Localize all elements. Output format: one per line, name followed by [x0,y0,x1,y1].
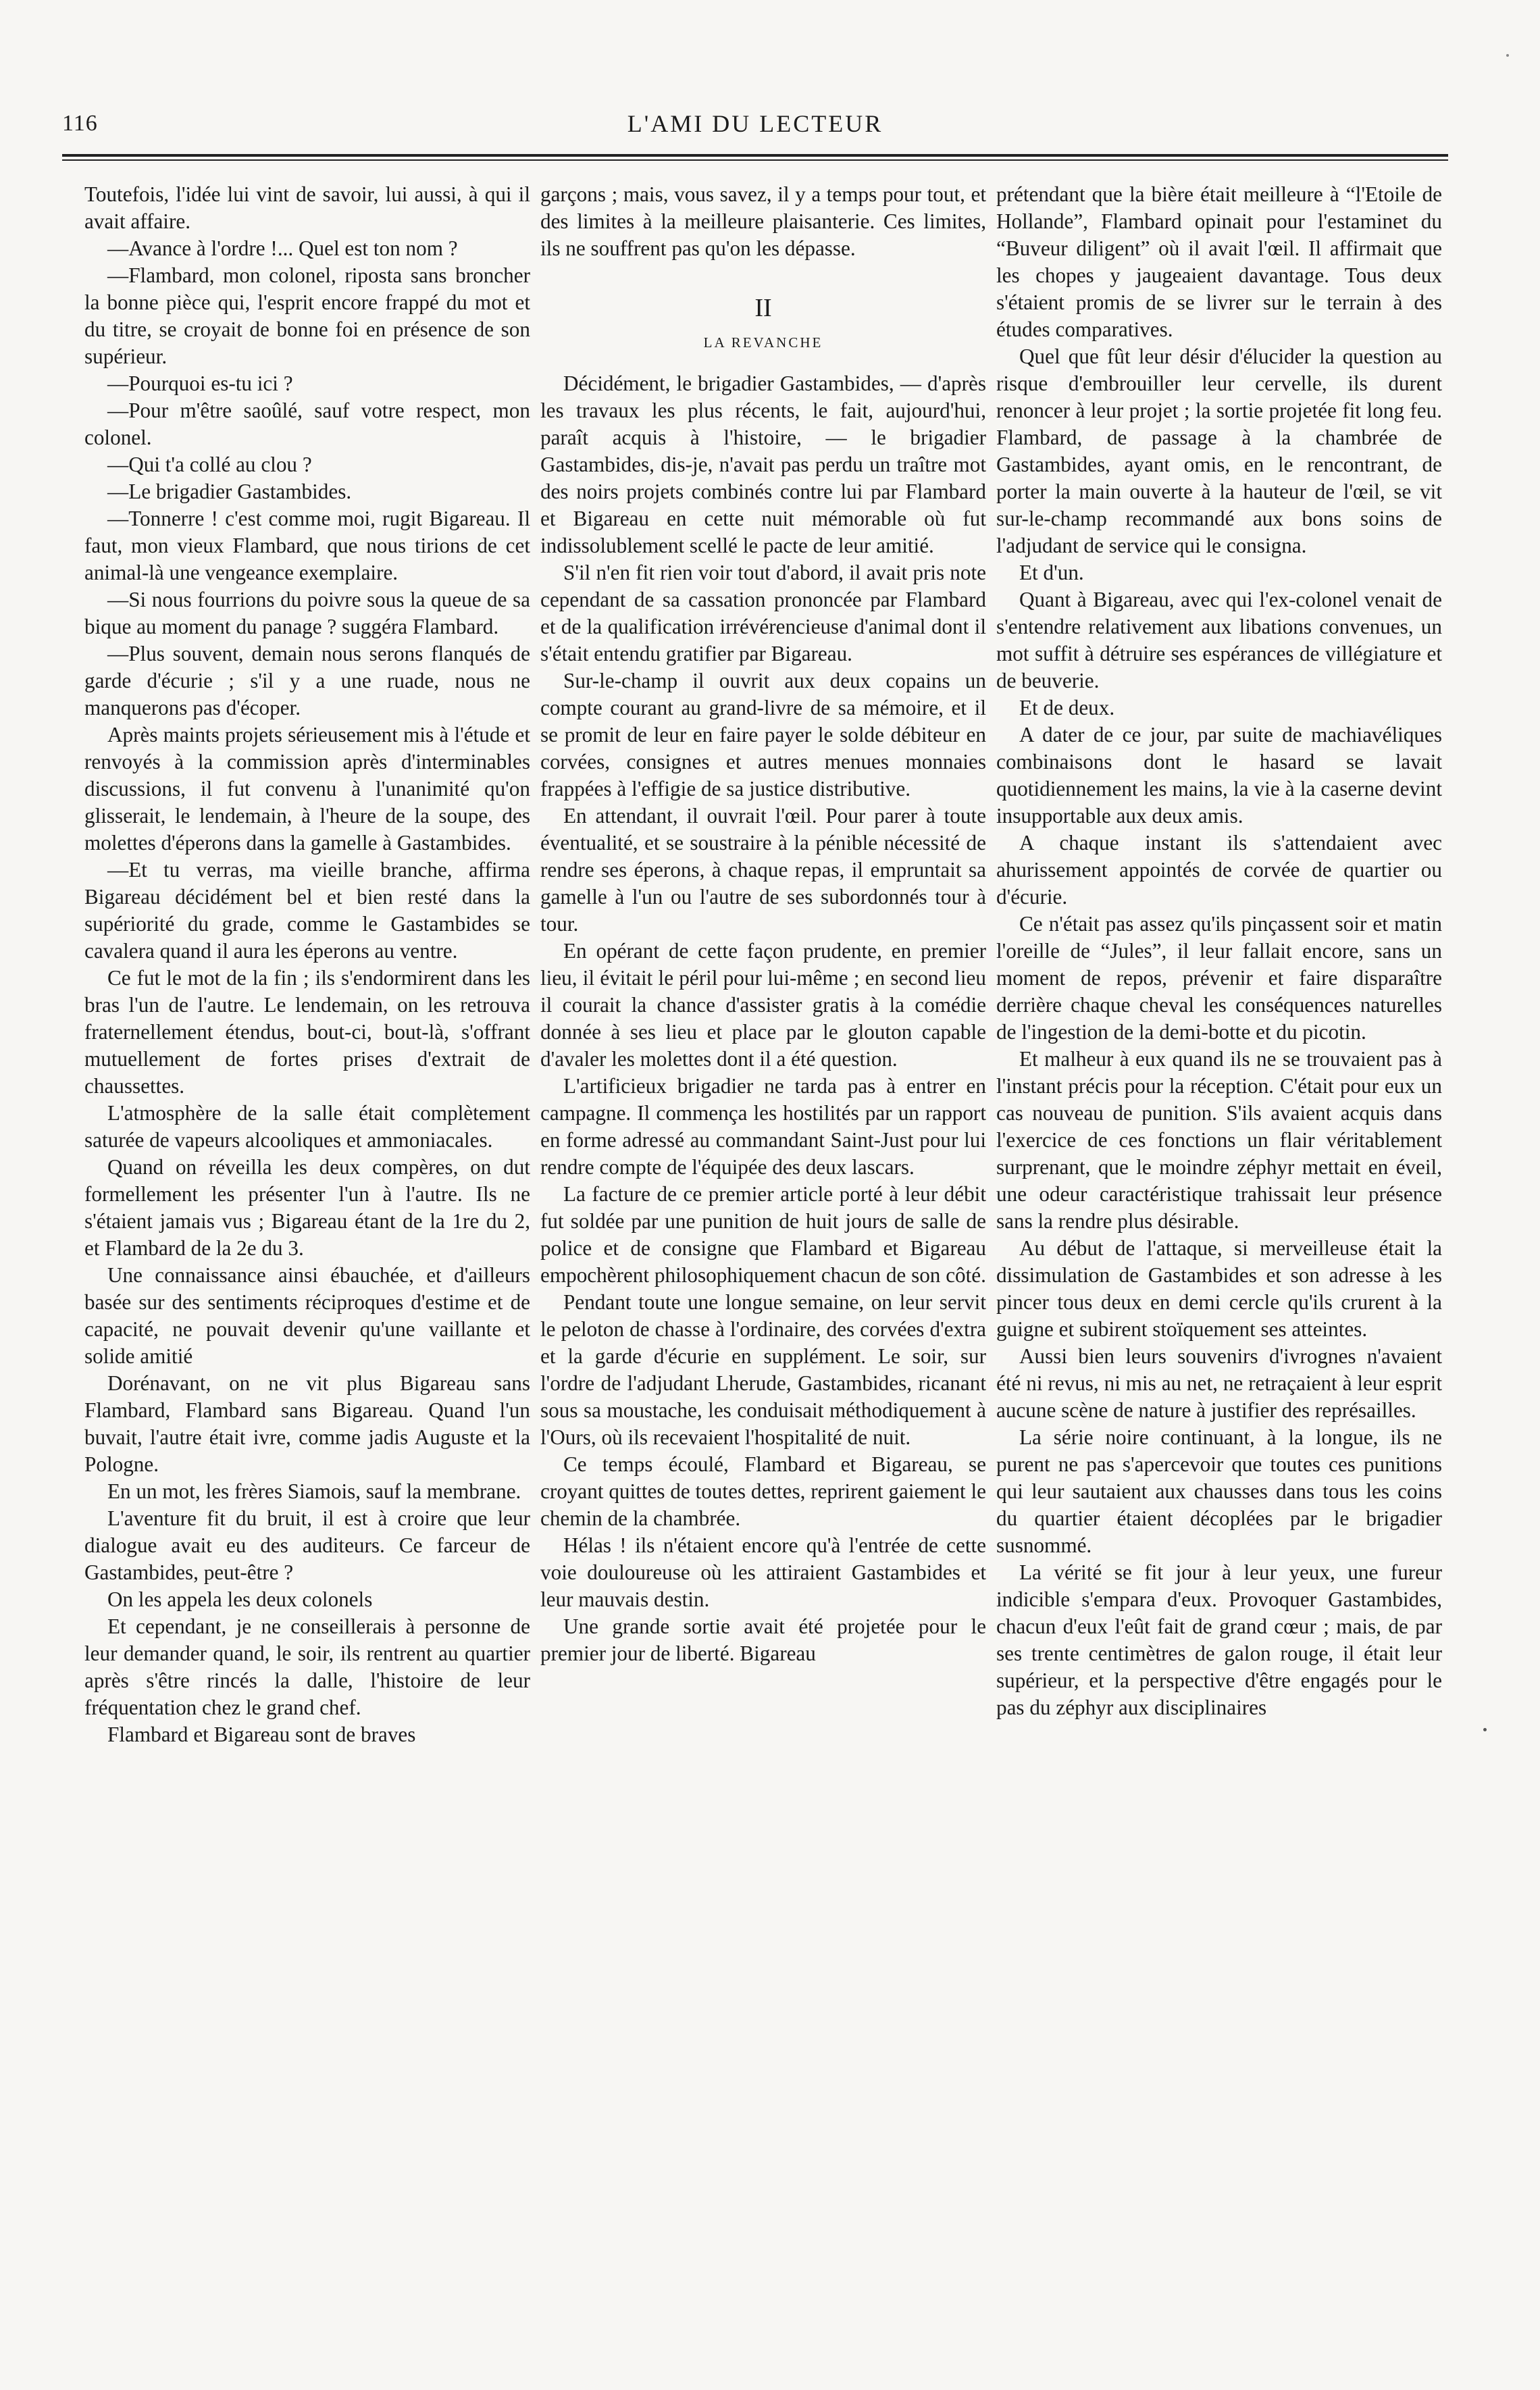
paragraph: Dorénavant, on ne vit plus Bigareau sans Flambard, Flambard sans Bigareau. Quand l'un buvait, l'autre était ivre, comme jadis Auguste et la Pologne. [84,1371,530,1476]
section-number: II [754,294,772,322]
header-rule-thick [62,154,1448,157]
paragraph: —Pour m'être saoûlé, sauf votre respect, mon colonel. [84,399,530,449]
paragraph: Ce temps écoulé, Flambard et Bigareau, se croyant quittes de toutes dettes, reprirent gaiement le chemin de la chambrée. [540,1452,986,1530]
paragraph: En un mot, les frères Siamois, sauf la membrane. [107,1479,521,1503]
corner-mark [1506,54,1509,57]
paragraph: Sur-le-champ il ouvrit aux deux copains un compte courant au grand-livre de sa mémoire, et il se promit de leur en faire payer le solde débiteur en corvées, consignes et autres menues monnaies frappées à l'effigie de sa justice distributive. [540,669,986,800]
paragraph: —Plus souvent, demain nous serons flanqués de garde d'écurie ; s'il y a une ruade, nous ne manquerons pas d'écoper. [84,642,530,719]
paragraph: Quel que fût leur désir d'élucider la question au risque d'embrouiller leur cervelle, ils durent renoncer à leur projet ; la sortie projetée fit long feu. Flambard, de passage à la chambrée de Gastambides, ayant omis, en le rencontrant, de porter la main ouverte à la hauteur de l'œil, se vit sur-le-champ recommandé aux bons soins de l'adjudant de service qui le consigna. [996,345,1442,557]
text-column-2 [540,181,986,2329]
paragraph: Ce fut le mot de la fin ; ils s'endormirent dans les bras l'un de l'autre. Le lendemain, on les retrouva fraternellement étendus, bout-ci, bout-là, s'offrant mutuellement de fortes prises d'extrait de chaussettes. [84,966,530,1098]
paragraph: Hélas ! ils n'étaient encore qu'à l'entrée de cette voie douloureuse où les attiraient Gastambides et leur mauvais destin. [540,1533,986,1611]
paragraph: La vérité se fit jour à leur yeux, une fureur indicible s'empara d'eux. Provoquer Gastambides, chacun d'eux l'eût fait de grand cœur ; mais, de par ses trente centimètres de galon rouge, il était leur supérieur, et la perspective d'être engagés pour le pas du zéphyr aux disciplinaires [996,1560,1442,1719]
paragraph: —Et tu verras, ma vieille branche, affirma Bigareau décidément bel et bien resté dans la supériorité du grade, comme le Gastambides se cavalera quand il aura les éperons au ventre. [84,858,530,963]
paragraph: L'artificieux brigadier ne tarda pas à entrer en campagne. Il commença les hostilités par un rapport en forme adressé au commandant Saint-Just pour lui rendre compte de l'équipée des deux lascars. [540,1074,986,1179]
paragraph: Décidément, le brigadier Gastambides, — d'après les travaux les plus récents, le fait, aujourd'hui, paraît acquis à l'histoire, — le brigadier Gastambides, dis-je, n'avait pas perdu un traître mot des noirs projets combinés contre lui par Flambard et Bigareau en cette nuit mémorable où fut indissolublement scellé le pacte de leur amitié. [540,372,986,557]
paragraph: —Qui t'a collé au clou ? [107,453,312,476]
paragraph: —Pourquoi es-tu ici ? [107,372,293,395]
paragraph: Quand on réveilla les deux compères, on dut formellement les présenter l'un à l'autre. Ils ne s'étaient jamais vus ; Bigareau étant de la 1re du 2, et Flambard de la 2e du 3. [84,1155,530,1260]
paragraph: Et de deux. [1019,696,1115,719]
paragraph: —Si nous fourrions du poivre sous la queue de sa bique au moment du panage ? suggéra Flambard. [84,588,530,638]
page-header [62,103,1448,143]
section-title: LA REVANCHE [703,334,823,351]
paragraph: Ce n'était pas assez qu'ils pinçassent soir et matin l'oreille de “Jules”, il leur fallait encore, sans un moment de repos, prévenir et faire disparaître derrière chaque cheval les conséquences naturelles de l'ingestion de la demi-botte et du picotin. [996,912,1442,1044]
paragraph: prétendant que la bière était meilleure à “l'Etoile de Hollande”, Flambard opinait pour l'estaminet du “Buveur diligent” où il avait l'œil. Il affirmait que les chopes y jaugeaient davantage. Tous deux s'étaient promis de se livrer sur le terrain à des études comparatives. [996,182,1442,341]
text-column-1 [84,181,530,2329]
paragraph: Et d'un. [1019,561,1084,584]
paragraph: A dater de ce jour, par suite de machiavéliques combinaisons dont le hasard se lavait quotidiennement les mains, la vie à la caserne devint insupportable aux deux amis. [996,723,1442,828]
header-rule-thin [62,159,1448,161]
paragraph: Aussi bien leurs souvenirs d'ivrognes n'avaient été ni revus, ni mis au net, ne retraçaient à leur esprit aucune scène de nature à justifier des représailles. [996,1344,1442,1422]
paragraph: Et malheur à eux quand ils ne se trouvaient pas à l'instant précis pour la réception. C'était pour eux un cas nouveau de punition. S'ils avaient acquis dans l'exercice de ces fonctions un flair véritablement surprenant, que le moindre zéphyr mettait en éveil, une odeur caractéristique trahissait leur présence sans la rendre plus désirable. [996,1047,1442,1233]
paragraph: La série noire continuant, à la longue, ils ne purent ne pas s'apercevoir que toutes ces punitions qui leur sautaient aux chausses dans tous les coins du quartier étaient décoplées par le brigadier susnommé. [996,1425,1442,1557]
running-title: L'AMI DU LECTEUR [627,110,883,137]
paragraph: A chaque instant ils s'attendaient avec ahurissement appointés de corvée de quartier ou d'écurie. [996,831,1442,909]
paragraph: Après maints projets sérieusement mis à l'étude et renvoyés à la commission après d'interminables discussions, il fut convenu à l'unanimité qu'on glisserait, le lendemain, à l'heure de la soupe, des molettes d'éperons dans la gamelle à Gastambides. [84,723,530,855]
paragraph: Quant à Bigareau, avec qui l'ex-colonel venait de s'entendre relativement aux libations convenues, un mot suffit à détruire ses espérances de villégiature et de beuverie. [996,588,1442,692]
paragraph: Flambard et Bigareau sont de braves [107,1723,416,1746]
paragraph: Au début de l'attaque, si merveilleuse était la dissimulation de Gastambides et son adresse à les pincer tous deux en demi cercle qu'ils crurent à la guigne et subirent stoïquement ses atteintes. [996,1236,1442,1341]
paragraph: Pendant toute une longue semaine, on leur servit le peloton de chasse à l'ordinaire, des corvées d'extra et la garde d'écurie en supplément. Le soir, sur l'ordre de l'adjudant Lherude, Gastambides, ricanant sous sa moustache, les conduisait méthodiquement à l'Ours, où ils recevaient l'hospitalité de nuit. [540,1290,986,1449]
paragraph: La facture de ce premier article porté à leur débit fut soldée par une punition de huit jours de salle de police et de consigne que Flambard et Bigareau empochèrent philosophiquement chacun de son côté. [540,1182,986,1287]
paragraph: Et cependant, je ne conseillerais à personne de leur demander quand, le soir, ils rentrent au quartier après s'être rincés la dalle, l'histoire de leur fréquentation chez le grand chef. [84,1614,530,1719]
text-column-3 [996,181,1442,2329]
paragraph: —Le brigadier Gastambides. [107,480,352,503]
paragraph: L'atmosphère de la salle était complètement saturée de vapeurs alcooliques et ammoniacales. [84,1101,530,1152]
paragraph: S'il n'en fit rien voir tout d'abord, il avait pris note cependant de sa cassation prononcée par Flambard et de la qualification irrévérencieuse d'animal dont il s'était entendu gratifier par Bigareau. [540,561,986,665]
paragraph: —Flambard, mon colonel, riposta sans broncher la bonne pièce qui, l'esprit encore frappé du mot et du titre, se croyait de bonne foi en présence de son supérieur. [84,263,530,368]
paragraph: En opérant de cette façon prudente, en premier lieu, il évitait le péril pour lui-même ; en second lieu il courait la chance d'assister gratis à la comédie donnée à ses lieu et place par le glouton capable d'avaler les molettes dont il a été question. [540,939,986,1071]
paragraph: L'aventure fit du bruit, il est à croire que leur dialogue avait eu des auditeurs. Ce farceur de Gastambides, peut-être ? [84,1506,530,1584]
paragraph: On les appela les deux colonels [107,1587,373,1611]
paragraph: Une connaissance ainsi ébauchée, et d'ailleurs basée sur des sentiments réciproques d'estime et de capacité, ne pouvait devenir qu'une vaillante et solide amitié [84,1263,530,1368]
page-number: 116 [62,111,98,136]
paragraph: —Tonnerre ! c'est comme moi, rugit Bigareau. Il faut, mon vieux Flambard, que nous tirions de cet animal-là une vengeance exemplaire. [84,507,530,584]
paragraph: Une grande sortie avait été projetée pour le premier jour de liberté. Bigareau [540,1614,986,1665]
paragraph: Toutefois, l'idée lui vint de savoir, lui aussi, à qui il avait affaire. [84,182,530,233]
paragraph: —Avance à l'ordre !... Quel est ton nom ? [107,236,458,260]
margin-mark [1483,1728,1487,1731]
paragraph: garçons ; mais, vous savez, il y a temps pour tout, et des limites à la meilleure plaisanterie. Ces limites, ils ne souffrent pas qu'on les dépasse. [540,182,986,260]
paragraph: En attendant, il ouvrait l'œil. Pour parer à toute éventualité, et se soustraire à la pénible nécessité de rendre ses éperons, à chaque repas, il empruntait sa gamelle à l'un ou l'autre de ses subordonnés tour à tour. [540,804,986,936]
